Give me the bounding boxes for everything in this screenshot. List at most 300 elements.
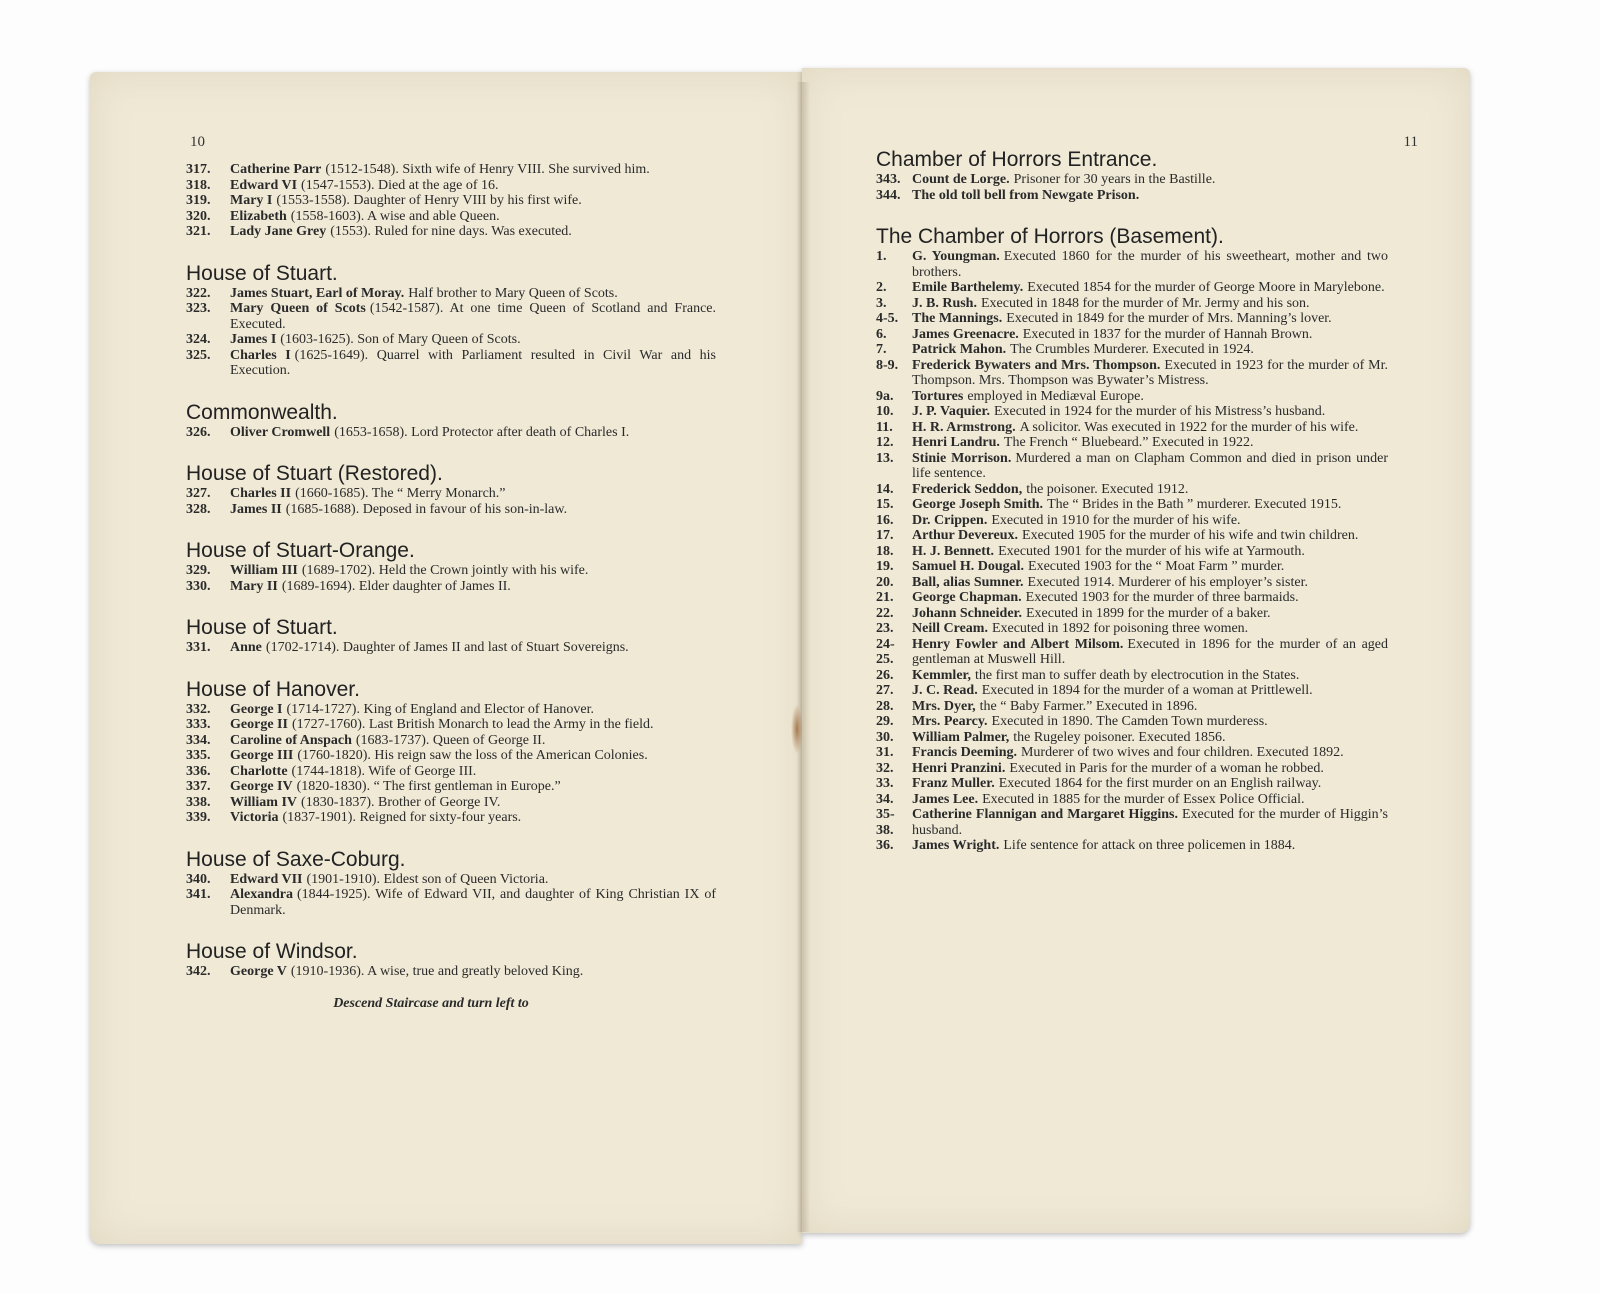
entry-name: H. J. Bennett. [912,543,995,559]
entry-text [230,563,716,579]
entry-description: (1702-1714). Daughter of James II and last of Stuart Sovereigns. [265,640,629,655]
entry-name: G. Youngman. [912,249,1000,264]
entry-number: 36. [876,838,894,853]
entry-number: 338. [186,794,211,810]
entry-number: 317. [186,162,211,177]
catalogue-entry [186,178,716,194]
entry-description: Executed in 1899 for the murder of a baker. [1025,605,1271,621]
entry-description: (1714-1727). King of England and Elector of Hanover. [286,701,595,717]
entry-text [912,280,1388,296]
entry-description: (1689-1694). Elder daughter of James II. [281,578,511,594]
entry-number: 319. [186,193,211,208]
entry-description: Executed 1860 for the murder of his sweetheart, mother and two brothers. [912,249,1388,280]
entry-text [912,249,1388,280]
entry-text [230,209,716,225]
entry-number: 14. [876,481,894,497]
catalogue-entry [876,513,1388,529]
entry-name: Franz Muller. [912,776,995,791]
entry-description: Executed 1901 for the murder of his wife at Yarmouth. [998,543,1305,559]
entry-name: Henri Pranzini. [912,760,1006,776]
entry-text [230,502,716,518]
section-heading: House of Stuart. [186,616,338,639]
catalogue-entry [876,745,1388,761]
entry-name: James Lee. [912,791,979,807]
catalogue-entry [876,807,1388,838]
entry-name: Henri Landru. [912,435,1000,450]
entry-number: 318. [186,177,211,193]
entry-text [230,717,716,733]
entry-number: 24-25. [876,636,895,667]
entry-text [912,776,1388,792]
entry-name: Samuel H. Dougal. [912,559,1025,574]
entry-name: Johann Schneider. [912,605,1022,621]
entry-number: 321. [186,224,211,239]
entry-text [230,224,716,240]
section [186,616,716,656]
catalogue-entry [186,733,716,749]
entry-text [912,404,1388,420]
entry-number: 329. [186,563,211,578]
entry-name: Arthur Devereux. [912,528,1019,543]
entry-text [912,699,1388,715]
entry-description: the “ Baby Farmer.” Executed in 1896. [979,698,1198,714]
entry-text [912,482,1388,498]
entry-description: the poisoner. Executed 1912. [1026,481,1189,497]
entry-number: 320. [186,208,211,224]
entry-description: (1689-1702). Held the Crown jointly with his wife. [301,563,589,578]
entry-description: Executed 1903 for the murder of three barmaids. [1025,590,1299,605]
entry-name: Mrs. Dyer, [912,698,976,714]
entry-description: (1542-1587). At one time Queen of Scotland and France. Executed. [230,301,716,332]
entry-name: William III [230,563,298,578]
right-page [802,68,1470,1233]
catalogue-entry [186,348,716,379]
entry-text [912,327,1388,343]
right-page-content [876,148,1388,854]
entry-description: Executed in 1885 for the murder of Essex Police Official. [982,791,1305,807]
entry-name: William Palmer, [912,729,1010,745]
section-heading: House of Stuart-Orange. [186,539,415,562]
entry-number: 9a. [876,388,894,404]
entry-name: Charlotte [230,763,288,779]
section-heading: The Chamber of Horrors (Basement). [876,225,1224,248]
section [186,678,716,826]
entry-number: 12. [876,435,894,450]
entry-name: J. B. Rush. [912,295,977,311]
catalogue-entry [186,563,716,579]
catalogue-entry [876,188,1388,204]
entry-text [912,451,1388,482]
catalogue-entry [876,528,1388,544]
entry-description: Executed in 1894 for the murder of a woman at Prittlewell. [981,683,1313,698]
entry-name: Stinie Morrison. [912,450,1012,466]
catalogue-entry [876,761,1388,777]
entry-number: 8-9. [876,357,899,373]
entry-number: 19. [876,559,894,574]
catalogue-entry [876,621,1388,637]
catalogue-entry [876,404,1388,420]
section [186,462,716,517]
entry-number: 4-5. [876,311,899,326]
entry-number: 330. [186,578,211,594]
catalogue-entry [876,327,1388,343]
entry-number: 27. [876,683,894,698]
entry-number: 342. [186,964,211,979]
entry-description: Executed in 1890. The Camden Town murderess. [991,714,1268,729]
entry-text [912,668,1388,684]
catalogue-entry [186,193,716,209]
entry-name: Alexandra [230,887,293,902]
entry-number: 21. [876,590,894,605]
catalogue-entry [876,451,1388,482]
catalogue-entry [876,389,1388,405]
entry-text [912,435,1388,451]
entry-number: 334. [186,732,211,748]
entry-description: Executed in 1837 for the murder of Hannah Brown. [1022,326,1313,342]
entry-name: J. C. Read. [912,683,978,698]
entry-text [912,621,1388,637]
entry-text [230,764,716,780]
entry-name: George I [230,701,283,717]
entry-name: Frederick Seddon, [912,481,1023,497]
left-page [90,72,802,1244]
entry-text [912,389,1388,405]
catalogue-entry [876,637,1388,668]
entry-description: Murderer of two wives and four children. Executed 1892. [1020,745,1344,760]
entry-number: 322. [186,285,211,301]
section-heading: Commonwealth. [186,400,338,424]
catalogue-entry [186,887,716,918]
entry-number: 26. [876,667,894,683]
catalogue-entry [876,776,1388,792]
catalogue-entry [876,296,1388,312]
entry-description: Murdered a man on Clapham Common and died in prison under life sentence. [912,450,1389,481]
entry-name: Emile Barthelemy. [912,280,1024,295]
entry-description: employed in Mediæval Europe. [967,388,1144,404]
catalogue-entry [876,792,1388,808]
catalogue-entry [186,332,716,348]
entry-description: Executed in 1924 for the murder of his Mistress’s husband. [993,404,1326,419]
entry-text [230,332,716,348]
entry-description: the Rugeley poisoner. Executed 1856. [1013,729,1226,745]
entry-number: 11. [876,419,893,435]
entry-description: Executed in 1896 for the murder of an aged gentleman at Muswell Hill. [912,636,1388,667]
entry-name: Dr. Crippen. [912,512,988,528]
entry-text [912,559,1388,575]
entry-name: Mary I [230,193,273,208]
catalogue-entry [186,579,716,595]
entry-description: A solicitor. Was executed in 1922 for the murder of his wife. [1019,419,1359,435]
entry-description: The French “ Bluebeard.” Executed in 1922. [1003,435,1254,450]
catalogue-entry [876,280,1388,296]
section [186,539,716,594]
entry-number: 18. [876,543,894,559]
entry-name: Francis Deeming. [912,745,1017,760]
catalogue-entry [186,162,716,178]
entry-number: 341. [186,887,211,902]
catalogue-entry [876,358,1388,389]
entry-name: J. P. Vaquier. [912,404,990,419]
entry-text [912,420,1388,436]
section-heading: House of Hanover. [186,677,360,701]
entry-number: 28. [876,698,894,714]
catalogue-entry [186,872,716,888]
entry-description: Executed in Paris for the murder of a woman he robbed. [1009,760,1324,776]
entry-text [912,575,1388,591]
entry-number: 3. [876,295,887,311]
entry-description: Executed in 1848 for the murder of Mr. Jermy and his son. [980,295,1310,311]
entry-text [230,964,716,980]
entry-description: (1910-1936). A wise, true and greatly beloved King. [290,964,584,979]
catalogue-entry [186,748,716,764]
catalogue-entry [876,668,1388,684]
entry-name: Charles II [230,486,292,501]
entry-description: (1685-1688). Deposed in favour of his son-in-law. [285,501,568,517]
entry-description: the first man to suffer death by electrocution in the States. [974,667,1300,683]
entry-text [912,838,1388,854]
entry-description: The “ Brides in the Bath ” murderer. Executed 1915. [1047,497,1342,512]
entry-name: Ball, alias Sumner. [912,574,1024,590]
entry-number: 20. [876,574,894,590]
entry-text [912,761,1388,777]
entry-description: Executed 1914. Murderer of his employer’s sister. [1027,574,1308,590]
catalogue-entry [186,286,716,302]
entry-description: Executed in 1910 for the murder of his wife. [991,512,1241,528]
entry-text [912,172,1388,188]
entry-number: 22. [876,605,894,621]
entry-text [912,745,1388,761]
entry-name: Edward VII [230,871,303,887]
entry-name: Frederick Bywaters and Mrs. Thompson. [912,357,1161,373]
entry-name: Anne [230,640,262,655]
section-heading: House of Saxe-Coburg. [186,847,406,871]
entry-number: 7. [876,342,887,357]
catalogue-entry [186,779,716,795]
catalogue-entry [186,486,716,502]
entry-name: Henry Fowler and Albert Milsom. [912,636,1124,652]
entry-description: (1625-1649). Quarrel with Parliament resulted in Civil War and his Execution. [230,347,716,378]
entry-number: 17. [876,528,894,543]
footer-direction-note: Descend Staircase and turn left to [333,995,529,1011]
entry-number: 6. [876,326,887,342]
catalogue-entry [876,482,1388,498]
entry-description: (1653-1658). Lord Protector after death of Charles I. [334,424,630,440]
entry-number: 30. [876,729,894,745]
entry-number: 340. [186,871,211,887]
entry-text [230,579,716,595]
entry-number: 16. [876,512,894,528]
entry-name: James Greenacre. [912,326,1019,342]
entry-name: James I [230,332,277,347]
entry-name: George V [230,964,287,979]
entry-description: Executed 1864 for the first murder on an English railway. [998,776,1322,791]
entry-description: (1837-1901). Reigned for sixty-four years. [282,810,522,825]
entry-name: H. R. Armstrong. [912,419,1016,435]
entry-text [912,714,1388,730]
entry-name: Oliver Cromwell [230,424,331,440]
section [186,262,716,379]
entry-description: The Crumbles Murderer. Executed in 1924. [1010,342,1254,357]
entry-number: 35-38. [876,807,895,838]
catalogue-entry [876,497,1388,513]
catalogue-entry [876,699,1388,715]
entry-number: 29. [876,714,894,729]
entry-text [230,795,716,811]
catalogue-entry [186,640,716,656]
entry-name: Catherine Parr [230,162,322,177]
entry-text [230,810,716,826]
entry-name: Kemmler, [912,667,971,683]
section [186,940,716,980]
entry-description: (1844-1925). Wife of Edward VII, and daughter of King Christian IX of Denmark. [230,887,716,918]
entry-name: George II [230,717,288,732]
entry-name: Lady Jane Grey [230,224,327,239]
entry-description: (1830-1837). Brother of George IV. [301,794,501,810]
catalogue-entry [186,795,716,811]
catalogue-entry [186,209,716,225]
catalogue-entry [876,311,1388,327]
catalogue-entry [186,717,716,733]
entry-number: 339. [186,810,211,825]
entry-description: Prisoner for 30 years in the Bastille. [1013,172,1216,187]
entry-text [230,872,716,888]
catalogue-entry [876,683,1388,699]
entry-number: 344. [876,187,901,203]
entry-number: 31. [876,745,894,760]
entry-description [1139,188,1143,203]
spine-stain [791,704,803,754]
entry-name: Patrick Mahon. [912,342,1007,357]
entry-name: Mary Queen of Scots [230,301,366,316]
entry-number: 13. [876,450,894,466]
entry-description: Executed 1903 for the “ Moat Farm ” murder. [1028,559,1285,574]
entry-name: The old toll bell from Newgate Prison. [912,187,1140,203]
entry-name: Count de Lorge. [912,172,1010,187]
catalogue-entry [186,810,716,826]
entry-name: William IV [230,794,298,810]
entry-text [912,188,1388,204]
entry-text [912,497,1388,513]
entry-text [230,193,716,209]
catalogue-entry [876,420,1388,436]
entry-text [230,178,716,194]
catalogue-entry [876,714,1388,730]
entry-name: George Chapman. [912,590,1022,605]
entry-number: 332. [186,701,211,717]
entry-name: James Stuart, Earl of Moray. [230,285,405,301]
section-heading: House of Stuart (Restored). [186,462,443,485]
entry-description: Executed for the murder of Higgin’s husband. [912,807,1388,838]
catalogue-entry [876,838,1388,854]
entry-name: Elizabeth [230,208,287,224]
entry-text [912,358,1388,389]
entry-name: Charles I [230,347,291,363]
catalogue-entry [876,575,1388,591]
entry-description: Executed in 1923 for the murder of Mr. Thompson. Mrs. Thompson was Bywater’s Mistress. [912,357,1388,388]
entry-name: Victoria [230,810,279,825]
entry-text [230,779,716,795]
catalogue-entry [876,730,1388,746]
catalogue-entry [876,559,1388,575]
entry-name: Neill Cream. [912,621,988,636]
entry-text [230,348,716,379]
entry-text [912,637,1388,668]
entry-number: 33. [876,776,894,791]
entry-number: 343. [876,172,901,187]
catalogue-entry [186,425,716,441]
entry-number: 23. [876,621,894,636]
catalogue-entry [186,964,716,980]
entry-text [230,640,716,656]
entry-number: 2. [876,280,887,295]
section [186,401,716,441]
entry-text [230,301,716,332]
entry-description: (1553). Ruled for nine days. Was executed. [330,224,572,239]
entry-number: 337. [186,779,211,794]
entry-description: (1727-1760). Last British Monarch to lead the Army in the field. [291,717,654,732]
entry-number: 331. [186,640,211,655]
entry-number: 34. [876,791,894,807]
entry-name: The Mannings. [912,311,1003,326]
catalogue-entry [186,702,716,718]
entry-name: Mary II [230,578,278,594]
booklet-spine [796,82,810,1232]
entry-name: George III [230,748,294,763]
entry-name: Mrs. Pearcy. [912,714,988,729]
entry-description: Life sentence for attack on three policemen in 1884. [1003,838,1296,853]
entry-text [912,792,1388,808]
catalogue-entry [876,606,1388,622]
section-heading: House of Stuart. [186,261,338,285]
entry-number: 326. [186,424,211,440]
catalogue-entry [186,502,716,518]
section [186,848,716,919]
entry-text [230,425,716,441]
entry-text [912,807,1388,838]
catalogue-entry [186,224,716,240]
entry-description: (1744-1818). Wife of George III. [291,763,477,779]
entry-text [912,606,1388,622]
entry-text [230,702,716,718]
entry-number: 1. [876,249,887,264]
entry-name: George IV [230,779,293,794]
entry-description: (1558-1603). A wise and able Queen. [290,208,500,224]
section [876,225,1388,854]
entry-text [230,733,716,749]
section [186,162,716,240]
entry-number: 15. [876,497,894,512]
entry-number: 325. [186,347,211,363]
open-booklet [80,62,1480,1262]
entry-description: Executed in 1892 for poisoning three women. [991,621,1249,636]
entry-description: (1820-1830). “ The first gentleman in Europe.” [296,779,561,794]
entry-number: 32. [876,760,894,776]
entry-name: James Wright. [912,838,1000,853]
section-heading: Chamber of Horrors Entrance. [876,148,1158,171]
entry-text [912,513,1388,529]
entry-number: 335. [186,748,211,763]
entry-description: (1760-1820). His reign saw the loss of the American Colonies. [297,748,648,763]
entry-text [912,590,1388,606]
entry-description: Executed in 1849 for the murder of Mrs. Manning’s lover. [1006,311,1332,326]
entry-text [912,311,1388,327]
page-number-left: 10 [190,134,205,150]
catalogue-entry [186,764,716,780]
entry-description: Half brother to Mary Queen of Scots. [408,285,618,301]
entry-text [912,342,1388,358]
entry-text [230,162,716,178]
entry-number: 10. [876,404,894,419]
